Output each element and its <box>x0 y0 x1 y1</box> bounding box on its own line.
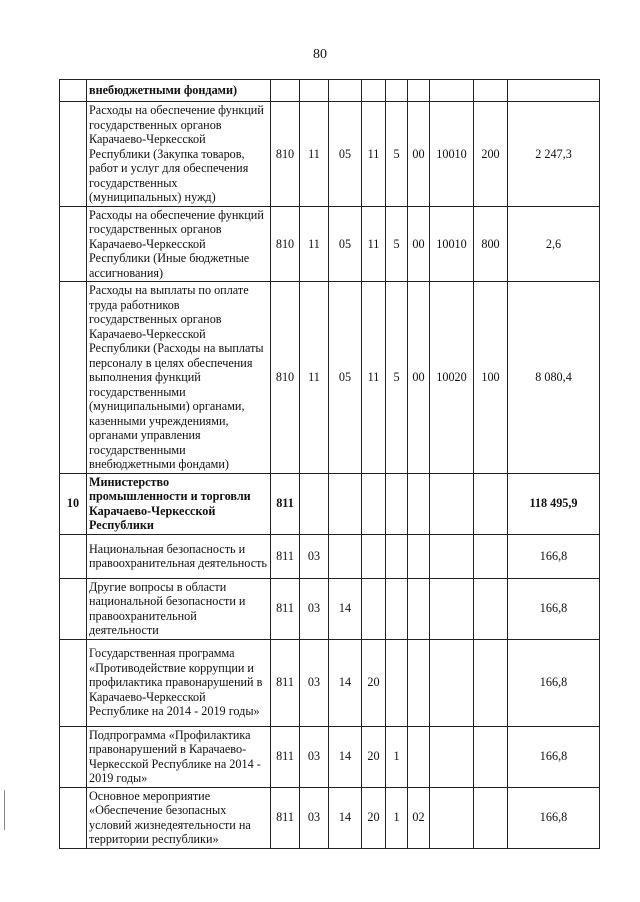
row-razdel: 11 <box>300 206 329 282</box>
row-ved: 811 <box>271 726 300 787</box>
row-sum: 166,8 <box>508 787 600 848</box>
row-code-direction <box>430 534 474 578</box>
row-code-direction: 10010 <box>430 206 474 282</box>
table-row <box>60 534 600 578</box>
row-number <box>60 639 87 726</box>
row-number <box>60 726 87 787</box>
row-code-event <box>408 726 430 787</box>
table-row <box>60 787 600 848</box>
table-row <box>60 80 600 102</box>
row-code-direction <box>430 639 474 726</box>
row-razdel: 11 <box>300 282 329 474</box>
row-vid-rashodov <box>474 534 508 578</box>
row-code-program: 11 <box>362 206 386 282</box>
row-name: Основное мероприятие «Обеспечение безопасных условий жизнедеятельности на территории республики» <box>87 787 271 848</box>
row-vid-rashodov: 800 <box>474 206 508 282</box>
row-name: Министерство промышленности и торговли Карачаево-Черкесской Республики <box>87 473 271 534</box>
row-name: Национальная безопасность и правоохранительная деятельность <box>87 534 271 578</box>
table-row <box>60 206 600 282</box>
row-number <box>60 80 87 102</box>
row-sum: 2 247,3 <box>508 102 600 207</box>
row-code-event <box>408 80 430 102</box>
row-code-direction <box>430 473 474 534</box>
row-sum: 2,6 <box>508 206 600 282</box>
budget-table <box>59 79 600 849</box>
row-sum: 166,8 <box>508 578 600 639</box>
row-vid-rashodov: 200 <box>474 102 508 207</box>
row-razdel <box>300 473 329 534</box>
table-body <box>60 80 600 849</box>
row-code-event: 00 <box>408 102 430 207</box>
row-code-event: 00 <box>408 206 430 282</box>
row-code-event <box>408 473 430 534</box>
row-code-program <box>362 80 386 102</box>
row-code-subprogram <box>386 639 408 726</box>
row-name: Государственная программа «Противодействие коррупции и профилактика правонарушений в Карачаево-Черкесской Республике на 2014 - 2019 годы» <box>87 639 271 726</box>
row-razdel: 11 <box>300 102 329 207</box>
row-podrazdel: 05 <box>329 206 362 282</box>
row-podrazdel: 14 <box>329 639 362 726</box>
row-code-subprogram <box>386 80 408 102</box>
row-ved: 811 <box>271 639 300 726</box>
row-vid-rashodov <box>474 473 508 534</box>
row-code-program: 20 <box>362 787 386 848</box>
row-ved: 811 <box>271 473 300 534</box>
row-code-subprogram: 5 <box>386 282 408 474</box>
row-code-subprogram <box>386 534 408 578</box>
row-podrazdel: 14 <box>329 726 362 787</box>
row-code-event: 02 <box>408 787 430 848</box>
row-code-program <box>362 578 386 639</box>
row-name: Расходы на выплаты по оплате труда работников государственных органов Карачаево-Черкесской Республики (Расходы на выплаты персоналу в целях обеспечения выполнения функций государственными (муниципальными) органами, казенными учреждениями, органами управления государственными внебюджетными фондами) <box>87 282 271 474</box>
row-razdel: 03 <box>300 787 329 848</box>
row-podrazdel: 14 <box>329 787 362 848</box>
table-row <box>60 473 600 534</box>
row-code-event <box>408 578 430 639</box>
row-podrazdel: 05 <box>329 102 362 207</box>
row-name: Другие вопросы в области национальной безопасности и правоохранительной деятельности <box>87 578 271 639</box>
row-code-subprogram <box>386 578 408 639</box>
row-number <box>60 578 87 639</box>
row-code-subprogram: 1 <box>386 726 408 787</box>
row-sum: 8 080,4 <box>508 282 600 474</box>
row-code-program: 20 <box>362 639 386 726</box>
row-code-direction <box>430 787 474 848</box>
row-ved: 810 <box>271 102 300 207</box>
row-code-program <box>362 534 386 578</box>
row-ved: 810 <box>271 282 300 474</box>
row-sum: 166,8 <box>508 639 600 726</box>
row-number <box>60 206 87 282</box>
row-name: Расходы на обеспечение функций государственных органов Карачаево-Черкесской Республики (Иные бюджетные ассигнования) <box>87 206 271 282</box>
row-vid-rashodov <box>474 787 508 848</box>
row-sum: 166,8 <box>508 726 600 787</box>
row-podrazdel <box>329 80 362 102</box>
row-code-subprogram <box>386 473 408 534</box>
table-row <box>60 726 600 787</box>
row-vid-rashodov: 100 <box>474 282 508 474</box>
row-sum: 166,8 <box>508 534 600 578</box>
row-vid-rashodov <box>474 578 508 639</box>
row-sum: 118 495,9 <box>508 473 600 534</box>
row-code-program: 20 <box>362 726 386 787</box>
scan-artifact-line <box>4 790 5 830</box>
row-code-direction: 10010 <box>430 102 474 207</box>
table-row <box>60 578 600 639</box>
row-code-direction <box>430 80 474 102</box>
row-number <box>60 787 87 848</box>
row-name: Подпрограмма «Профилактика правонарушений в Карачаево-Черкесской Республике на 2014 - 2019 годы» <box>87 726 271 787</box>
row-code-program <box>362 473 386 534</box>
row-razdel <box>300 80 329 102</box>
row-podrazdel <box>329 473 362 534</box>
row-code-event <box>408 534 430 578</box>
row-code-subprogram: 5 <box>386 206 408 282</box>
row-number <box>60 534 87 578</box>
row-podrazdel: 05 <box>329 282 362 474</box>
row-razdel: 03 <box>300 726 329 787</box>
row-vid-rashodov <box>474 80 508 102</box>
row-ved: 811 <box>271 534 300 578</box>
row-code-program: 11 <box>362 102 386 207</box>
row-name: внебюджетными фондами) <box>87 80 271 102</box>
table-row <box>60 639 600 726</box>
row-code-event <box>408 639 430 726</box>
row-number: 10 <box>60 473 87 534</box>
row-razdel: 03 <box>300 534 329 578</box>
row-code-direction <box>430 726 474 787</box>
row-code-subprogram: 1 <box>386 787 408 848</box>
row-podrazdel <box>329 534 362 578</box>
row-razdel: 03 <box>300 639 329 726</box>
table-row <box>60 102 600 207</box>
table-row <box>60 282 600 474</box>
row-code-direction <box>430 578 474 639</box>
row-ved: 811 <box>271 578 300 639</box>
row-code-program: 11 <box>362 282 386 474</box>
row-vid-rashodov <box>474 639 508 726</box>
row-sum <box>508 80 600 102</box>
row-vid-rashodov <box>474 726 508 787</box>
row-code-subprogram: 5 <box>386 102 408 207</box>
row-number <box>60 102 87 207</box>
row-number <box>60 282 87 474</box>
row-razdel: 03 <box>300 578 329 639</box>
row-ved <box>271 80 300 102</box>
row-code-event: 00 <box>408 282 430 474</box>
row-ved: 811 <box>271 787 300 848</box>
row-podrazdel: 14 <box>329 578 362 639</box>
row-name: Расходы на обеспечение функций государственных органов Карачаево-Черкесской Республики (Закупка товаров, работ и услуг для обеспечения государственных (муниципальных) нужд) <box>87 102 271 207</box>
row-code-direction: 10020 <box>430 282 474 474</box>
page-number: 80 <box>313 47 327 62</box>
row-ved: 810 <box>271 206 300 282</box>
